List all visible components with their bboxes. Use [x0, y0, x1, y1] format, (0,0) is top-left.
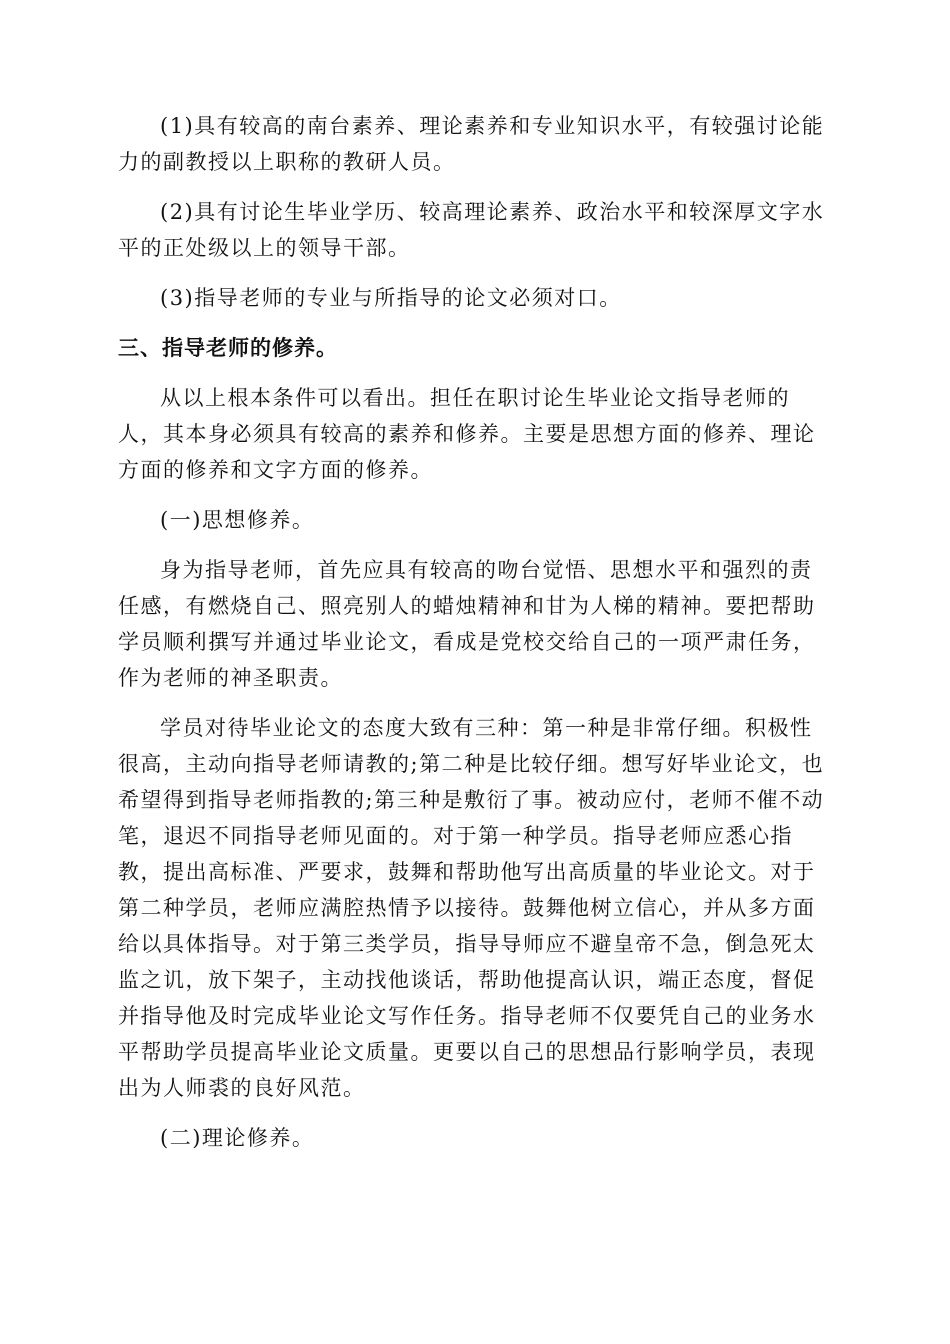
paragraph-qualification-1: (1)具有较高的南台素养、理论素养和专业知识水平，有较强讨论能力的副教授以上职称的教研人员。	[118, 114, 825, 174]
paragraph-intro: 从以上根本条件可以看出。担任在职讨论生毕业论文指导老师的人，其本身必须具有较高的素养和修养。主要是思想方面的修养、理论方面的修养和文字方面的修养。	[118, 386, 816, 482]
paragraph-ideological: 身为指导老师，首先应具有较高的吻台觉悟、思想水平和强烈的责任感，有燃烧自己、照亮别人的蜡烛精神和甘为人梯的精神。要把帮助学员顺利撰写并通过毕业论文，看成是党校交给自己的一项严肃任务，作为老师的神圣职责。	[118, 558, 816, 690]
document-page	[118, 108, 830, 1170]
paragraph-student-attitudes: 学员对待毕业论文的态度大致有三种：第一种是非常仔细。积极性很高，主动向指导老师请教的;第二种是比较仔细。想写好毕业论文，也希望得到指导老师指教的;第三种是敷衍了事。被动应付，老师不催不动笔，退迟不同指导老师见面的。对于第一种学员。指导老师应悉心指教，提出高标准、严要求，鼓舞和帮助他写出高质量的毕业论文。对于第二种学员，老师应满腔热情予以接待。鼓舞他树立信心，并从多方面给以具体指导。对于第三类学员，指导导师应不避皇帝不急，倒急死太监之讥，放下架子，主动找他谈话，帮助他提高认识，端正态度，督促并指导他及时完成毕业论文写作任务。指导老师不仅要凭自己的业务水平帮助学员提高毕业论文质量。更要以自己的思想品行影响学员，表现出为人师裘的良好风范。	[118, 716, 825, 1100]
paragraph-qualification-2: (2)具有讨论生毕业学历、较高理论素养、政治水平和较深厚文字水平的正处级以上的领导干部。	[118, 200, 825, 260]
paragraph-qualification-3: (3)指导老师的专业与所指导的论文必须对口。	[160, 286, 622, 310]
subheading-ideological: (一)思想修养。	[160, 508, 315, 532]
section-heading: 三、指导老师的修养。	[118, 336, 338, 360]
subheading-theoretical: (二)理论修养。	[160, 1126, 315, 1150]
